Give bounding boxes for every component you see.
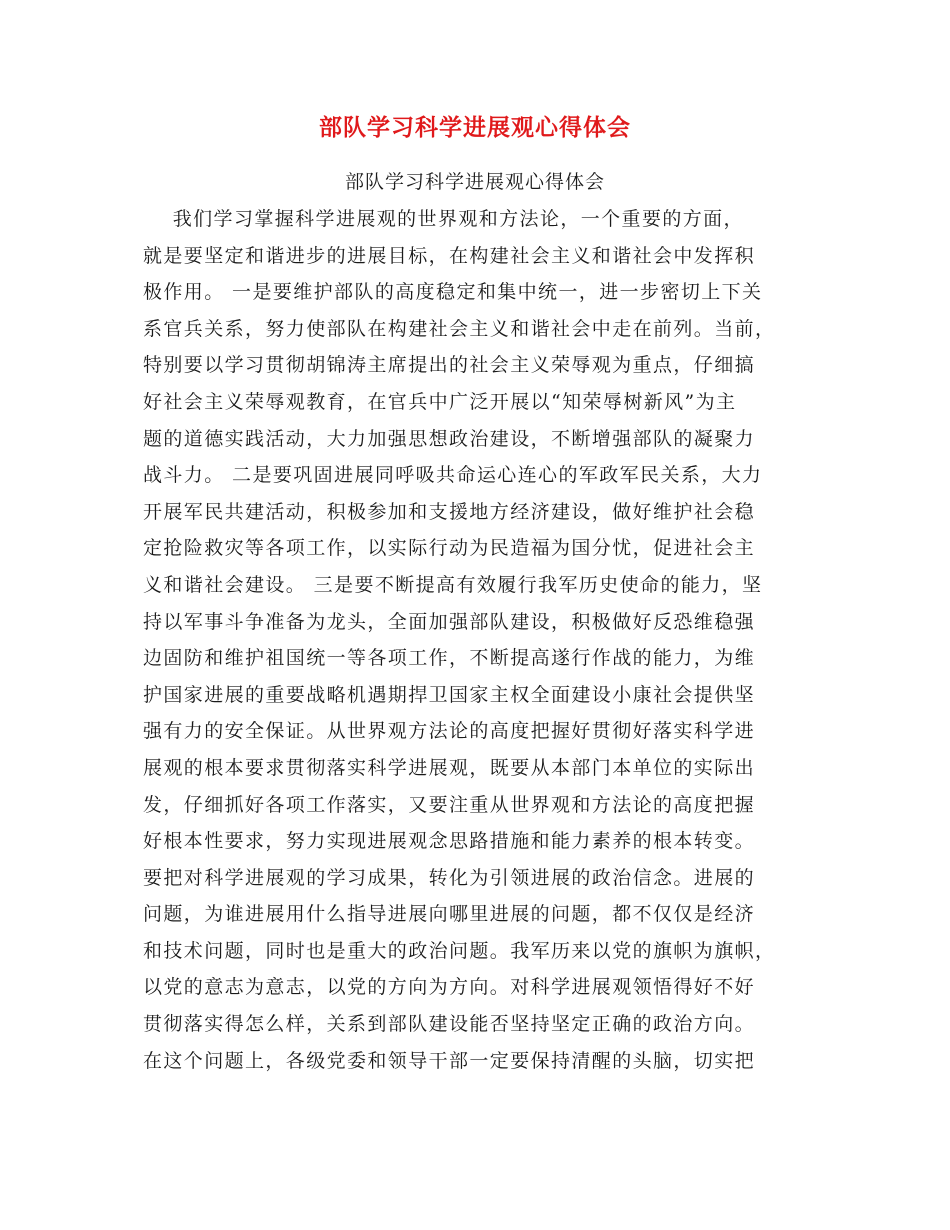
body-text-line: 强有力的安全保证。从世界观方法论的高度把握好贯彻好落实科学进 <box>143 720 756 743</box>
document-subtitle: 部队学习科学进展观心得体会 <box>344 171 605 193</box>
body-text-line: 题的道德实践活动，大力加强思想政治建设，不断增强部队的凝聚力 <box>143 427 756 450</box>
body-text-line: 好社会主义荣辱观教育，在官兵中广泛开展以“知荣辱树新风”为主 <box>143 390 737 413</box>
body-text-line: 护国家进展的重要战略机遇期捍卫国家主权全面建设小康社会提供坚 <box>143 683 756 706</box>
body-text-line: 定抢险救灾等各项工作，以实际行动为民造福为国分忧，促进社会主 <box>143 537 756 560</box>
body-text-line: 以党的意志为意志，以党的方向为方向。对科学进展观领悟得好不好 <box>143 976 756 999</box>
body-text-line: 展观的根本要求贯彻落实科学进展观，既要从本部门本单位的实际出 <box>143 756 756 779</box>
body-text-line: 贯彻落实得怎么样，关系到部队建设能否坚持坚定正确的政治方向。 <box>143 1013 756 1036</box>
body-text-line: 极作用。 一是要维护部队的高度稳定和集中统一，进一步密切上下关 <box>143 281 763 304</box>
body-text-line: 系官兵关系，努力使部队在构建社会主义和谐社会中走在前列。当前， <box>143 317 776 340</box>
body-text-line: 好根本性要求，努力实现进展观念思路措施和能力素养的根本转变。 <box>143 830 756 853</box>
body-text-line: 义和谐社会建设。 三是要不断提高有效履行我军历史使命的能力，坚 <box>143 573 763 596</box>
body-text-line: 在这个问题上，各级党委和领导干部一定要保持清醒的头脑，切实把 <box>143 1049 756 1072</box>
body-text-line: 发，仔细抓好各项工作落实，又要注重从世界观和方法论的高度把握 <box>143 793 756 816</box>
body-text-line: 边固防和维护祖国统一等各项工作，不断提高遂行作战的能力，为维 <box>143 647 756 670</box>
body-text-line: 就是要坚定和谐进步的进展目标，在构建社会主义和谐社会中发挥积 <box>143 244 756 267</box>
document-title: 部队学习科学进展观心得体会 <box>319 114 631 141</box>
document-body <box>143 201 808 1079</box>
body-text-line: 持以军事斗争准备为龙头，全面加强部队建设，积极做好反恐维稳强 <box>143 610 756 633</box>
body-text-line: 特别要以学习贯彻胡锦涛主席提出的社会主义荣辱观为重点，仔细搞 <box>143 354 756 377</box>
body-text-line: 问题，为谁进展用什么指导进展向哪里进展的问题，都不仅仅是经济 <box>143 903 756 926</box>
body-text-line: 我们学习掌握科学进展观的世界观和方法论，一个重要的方面， <box>143 208 744 230</box>
body-text-line: 战斗力。 二是要巩固进展同呼吸共命运心连心的军政军民关系，大力 <box>143 464 763 487</box>
body-text-line: 和技术问题，同时也是重大的政治问题。我军历来以党的旗帜为旗帜， <box>143 939 776 962</box>
body-text-line: 开展军民共建活动，积极参加和支援地方经济建设，做好维护社会稳 <box>143 500 756 523</box>
body-text-line: 要把对科学进展观的学习成果，转化为引领进展的政治信念。进展的 <box>143 866 756 889</box>
